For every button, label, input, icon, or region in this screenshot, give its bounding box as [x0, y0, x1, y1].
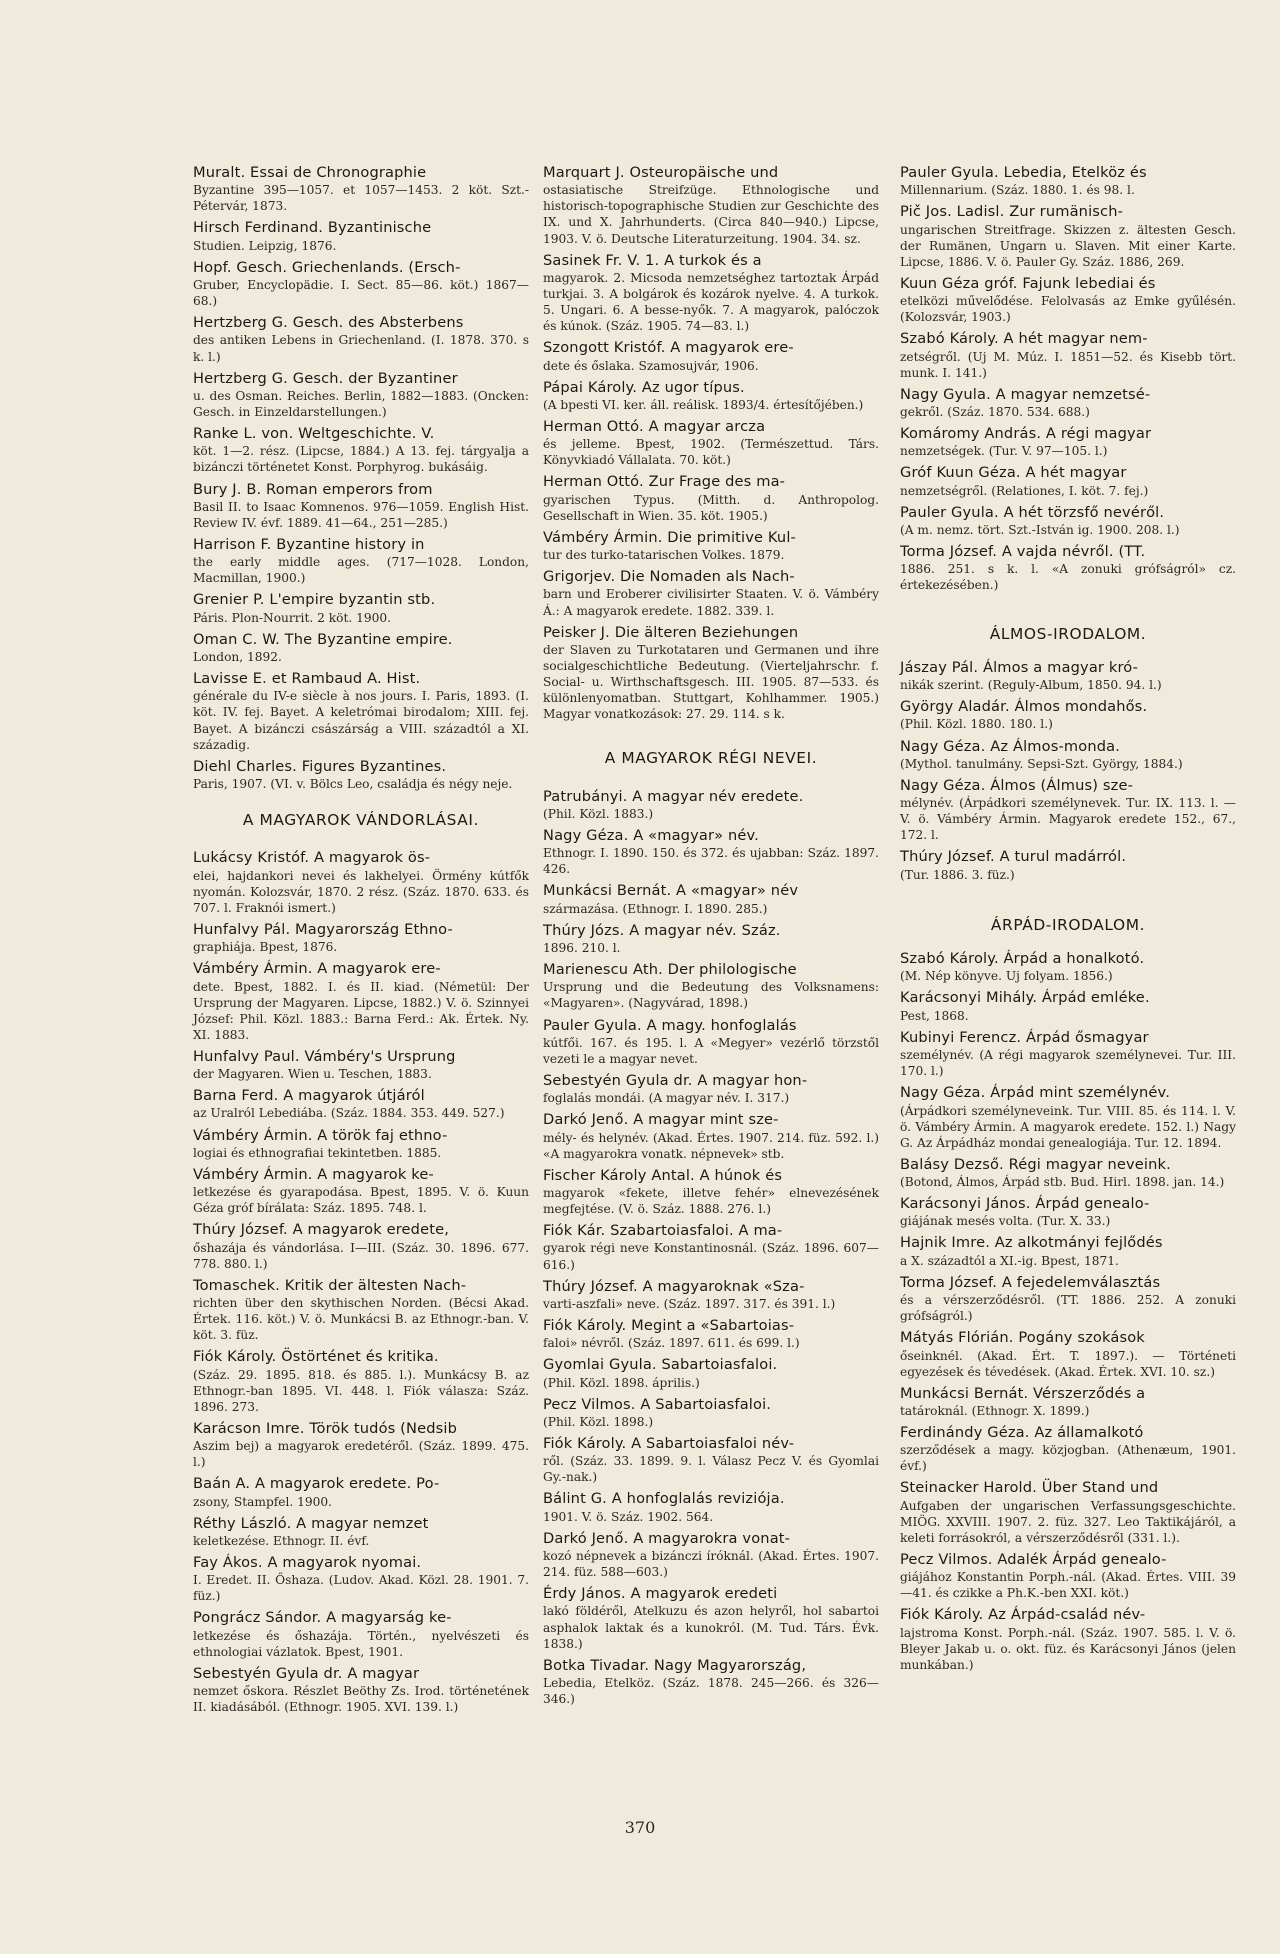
- entry-text: lajstroma Konst. Porph.-nál. (Száz. 1907. 585. l. V. ö. Bleyer Jakab u. o. okt. füz. és Karácsonyi János (jelen munkában.): [900, 1625, 1236, 1672]
- bibliography-entry: [543, 1656, 879, 1707]
- entry-heading: Szabó Károly. A hét magyar nem-: [900, 330, 1148, 348]
- bibliography-entry: [900, 274, 1236, 325]
- bibliography-entry: [900, 503, 1236, 538]
- bibliography-entry: [543, 251, 879, 335]
- bibliography-entry: [543, 417, 879, 468]
- entry-text: az Uralról Lebediába. (Száz. 1884. 353. 449. 527.): [193, 1106, 505, 1121]
- entry-text: származása. (Ethnogr. I. 1890. 285.): [543, 901, 768, 916]
- entry-text: the early middle ages. (717—1028. London, Macmillan, 1900.): [193, 555, 529, 586]
- entry-text: Pest, 1868.: [900, 1008, 969, 1023]
- entry-text: (Phil. Közl. 1883.): [543, 806, 654, 821]
- entry-text: elei, hajdankori nevei és lakhelyei. Örmény kútfők nyomán. Kolozsvár, 1870. 2 rész. (Száz. 1870. 633. és 707. l. Fraknói ismert.): [193, 868, 529, 915]
- bibliography-entry: [193, 1276, 529, 1344]
- entry-text: (Árpádkori személyneveink. Tur. VIII. 85. és 114. l. V. ö. Vámbéry Ármin. A magyarok eredete. 152. l.) Nagy G. Az Árpádház mondai genealogiája. Tur. 12. 1894.: [900, 1103, 1236, 1150]
- bibliography-entry: [543, 1584, 879, 1652]
- entry-text: der Magyaren. Wien u. Teschen, 1883.: [193, 1067, 432, 1082]
- bibliography-entry: [543, 1489, 879, 1524]
- column-2: [543, 163, 879, 1711]
- entry-heading: Kuun Géza gróf. Fajunk lebediai és: [900, 274, 1156, 292]
- bibliography-entry: [900, 1328, 1236, 1379]
- bibliography-entry: [900, 1194, 1236, 1229]
- entry-heading: Grigorjev. Die Nomaden als Nach-: [543, 568, 795, 586]
- entry-text: générale du IV-e siècle à nos jours. I. Paris, 1893. (I. köt. IV. fej. Bayet. A keletrómai birodalom; XIII. fej. Bayet. A bizánczi császárság a VIII. századtól a XI. századig.: [193, 689, 529, 752]
- bibliography-entry: [543, 567, 879, 618]
- bibliography-entry: [193, 480, 529, 531]
- entry-heading: Réthy László. A magyar nemzet: [193, 1514, 429, 1532]
- entry-heading: Fiók Károly. A Sabartoiasfaloi név-: [543, 1435, 795, 1453]
- entry-text: dete és őslaka. Szamosujvár, 1906.: [543, 358, 759, 373]
- bibliography-entry: [900, 542, 1236, 593]
- entry-text: Paris, 1907. (VI. v. Bölcs Leo, családja és négy neje.: [193, 776, 513, 791]
- entry-text: letkezése és őshazája. Történ., nyelvészeti és ethnologiai vázlatok. Bpest, 1901.: [193, 1628, 529, 1659]
- entry-text: kozó népnevek a bizánczi íróknál. (Akad. Értes. 1907. 214. füz. 588—603.): [543, 1549, 879, 1580]
- entry-text: (Phil. Közl. 1880. 180. l.): [900, 717, 1053, 732]
- bibliography-entry: [900, 949, 1236, 984]
- page-number: 370: [624, 1818, 656, 1837]
- bibliography-entry: [193, 1419, 529, 1470]
- bibliography-entry: [193, 959, 529, 1043]
- entry-heading: Nagy Géza. A «magyar» név.: [543, 826, 759, 844]
- bibliography-entry: [900, 658, 1236, 693]
- entry-heading: Hirsch Ferdinand. Byzantinische: [193, 219, 432, 237]
- entry-heading: Karácson Imre. Török tudós (Nedsib: [193, 1419, 458, 1437]
- entry-text: mélynév. (Árpádkori személynevek. Tur. IX. 113. l. — V. ö. Vámbéry Ármin. Magyarok eredete 152., 67., 172. l.: [900, 796, 1236, 843]
- entry-text: foglalás mondái. (A magyar név. I. 317.): [543, 1091, 790, 1106]
- entry-heading: Barna Ferd. A magyarok útjáról: [193, 1087, 425, 1105]
- entry-text: logiai és ethnografiai tekintetben. 1885.: [193, 1145, 442, 1160]
- entry-heading: Kubinyi Ferencz. Árpád ősmagyar: [900, 1028, 1149, 1046]
- entry-heading: Pauler Gyula. Lebedia, Etelköz és: [900, 164, 1147, 181]
- entry-text: giájának mesés volta. (Tur. X. 33.): [900, 1214, 1111, 1229]
- entry-heading: Torma József. A fejedelemválasztás: [900, 1273, 1161, 1291]
- bibliography-entry: [543, 528, 879, 563]
- entry-heading: Darkó Jenő. A magyar mint sze-: [543, 1111, 779, 1129]
- bibliography-entry: [900, 1273, 1236, 1324]
- entry-text: a X. századtól a XI.-ig. Bpest, 1871.: [900, 1253, 1119, 1268]
- entry-text: magyarok «fekete, illetve fehér» elnevezésének megfejtése. (V. ö. Száz. 1888. 276. l.): [543, 1186, 879, 1217]
- bibliography-entry: [900, 847, 1236, 882]
- bibliography-entry: [193, 1086, 529, 1121]
- entry-text: des antiken Lebens in Griechenland. (I. 1878. 370. s k. l.): [193, 333, 529, 364]
- entry-text: gekről. (Száz. 1870. 534. 688.): [900, 405, 1090, 419]
- bibliography-entry: [900, 1478, 1236, 1546]
- entry-text: (Mythol. tanulmány. Sepsi-Szt. György, 1884.): [900, 756, 1183, 771]
- entry-text: nemzet őskora. Részlet Beöthy Zs. Irod. történetének II. kiadásából. (Ethnogr. 1905. XVI. 139. l.): [193, 1684, 529, 1715]
- bibliography-entry: [543, 1221, 879, 1272]
- entry-heading: Oman C. W. The Byzantine empire.: [193, 630, 453, 648]
- entry-text: (A m. nemz. tört. Szt.-István ig. 1900. 208. l.): [900, 523, 1180, 538]
- entry-heading: Fay Ákos. A magyarok nyomai.: [193, 1553, 422, 1571]
- entry-text: 1901. V. ö. Száz. 1902. 564.: [543, 1509, 714, 1524]
- entry-heading: Grenier P. L'empire byzantin stb.: [193, 591, 436, 609]
- entry-heading: Lavisse E. et Rambaud A. Hist.: [193, 670, 421, 688]
- entry-heading: Bury J. B. Roman emperors from: [193, 480, 433, 498]
- entry-text: nikák szerint. (Reguly-Album, 1850. 94. l.): [900, 678, 1162, 693]
- entry-text: (Phil. Közl. 1898.): [543, 1414, 654, 1429]
- entry-heading: Bálint G. A honfoglalás reviziója.: [543, 1490, 785, 1508]
- entry-heading: Thúry József. A magyaroknak «Sza-: [543, 1277, 805, 1295]
- bibliography-entry: [543, 1434, 879, 1485]
- entry-text: richten über den skythischen Norden. (Bécsi Akad. Értek. 116. köt.) V. ö. Munkácsi B. az Ethnogr.-ban. V. köt. 3. füz.: [193, 1296, 529, 1343]
- entry-text: varti-aszfali» neve. (Száz. 1897. 317. és 391. l.): [543, 1296, 836, 1311]
- bibliography-entry: [193, 848, 529, 916]
- bibliography-entry: [900, 1028, 1236, 1079]
- entry-text: London, 1892.: [193, 650, 282, 664]
- entry-text: I. Eredet. II. Őshaza. (Ludov. Akad. Közl. 28. 1901. 7. füz.): [193, 1573, 529, 1604]
- bibliography-entry: [900, 1605, 1236, 1673]
- entry-text: személynév. (A régi magyarok személynevei. Tur. III. 170. l.): [900, 1048, 1236, 1079]
- section-heading: A MAGYAROK RÉGI NEVEI.: [604, 749, 818, 768]
- bibliography-entry: [543, 1277, 879, 1312]
- entry-heading: Lukácsy Kristóf. A magyarok ös-: [193, 849, 431, 867]
- bibliography-entry: [543, 163, 879, 247]
- entry-heading: Fiók Kár. Szabartoiasfaloi. A ma-: [543, 1222, 783, 1240]
- bibliography-entry: [193, 590, 529, 625]
- entry-text: tatároknál. (Ethnogr. X. 1899.): [900, 1403, 1090, 1418]
- entry-heading: Fiók Károly. Östörténet és kritika.: [193, 1348, 439, 1366]
- entry-text: zsony, Stampfel. 1900.: [193, 1494, 333, 1509]
- entry-text: 1886. 251. s k. l. «A zonuki grófságról» cz. értekezésében.): [900, 562, 1236, 593]
- entry-heading: Darkó Jenő. A magyarokra vonat-: [543, 1529, 791, 1547]
- entry-text: szerződések a magy. közjogban. (Athenæum, 1901. évf.): [900, 1443, 1236, 1474]
- entry-heading: Gyomlai Gyula. Sabartoiasfaloi.: [543, 1356, 778, 1374]
- entry-heading: Diehl Charles. Figures Byzantines.: [193, 757, 447, 775]
- bibliography-entry: [193, 669, 529, 753]
- bibliography-entry: [543, 338, 879, 373]
- bibliography-entry: [900, 776, 1236, 844]
- bibliography-entry: [900, 1083, 1236, 1151]
- entry-heading: Pecz Vilmos. A Sabartoiasfaloi.: [543, 1395, 772, 1413]
- entry-text: tur des turko-tatarischen Volkes. 1879.: [543, 548, 785, 563]
- bibliography-entry: [900, 463, 1236, 498]
- entry-text: faloi» névről. (Száz. 1897. 611. és 699. l.): [543, 1336, 800, 1351]
- bibliography-entry: [193, 920, 529, 955]
- bibliography-entry: [193, 1553, 529, 1604]
- entry-text: Ethnogr. I. 1890. 150. és 372. és ujabban: Száz. 1897. 426.: [543, 846, 879, 877]
- bibliography-entry: [543, 1071, 879, 1106]
- entry-heading: Muralt. Essai de Chronographie: [193, 164, 427, 181]
- bibliography-entry: [900, 1233, 1236, 1268]
- bibliography-entry: [193, 163, 529, 214]
- bibliography-entry: [543, 921, 879, 956]
- bibliography-entry: [193, 313, 529, 364]
- entry-heading: Hertzberg G. Gesch. des Absterbens: [193, 314, 464, 332]
- section-heading: ÁRPÁD-IRODALOM.: [990, 915, 1146, 934]
- entry-heading: Vámbéry Ármin. Die primitive Kul-: [543, 528, 796, 546]
- bibliography-entry: [193, 1474, 529, 1509]
- bibliography-entry: [543, 1166, 879, 1217]
- bibliography-entry: [543, 1316, 879, 1351]
- bibliography-entry: [900, 202, 1236, 270]
- entry-text: őseinknél. (Akad. Ért. T. 1897.). — Történeti egyezések és tévedések. (Akad. Értek. XVI. 10. sz.): [900, 1348, 1236, 1379]
- entry-text: Gruber, Encyclopädie. I. Sect. 85—86. köt.) 1867—68.): [193, 278, 529, 309]
- entry-heading: Ferdinándy Géza. Az államalkotó: [900, 1424, 1144, 1442]
- column-3: [900, 163, 1236, 1677]
- bibliography-entry: [193, 1220, 529, 1271]
- bibliography-entry: [543, 623, 879, 723]
- entry-heading: Szongott Kristóf. A magyarok ere-: [543, 339, 794, 357]
- entry-text: der Slaven zu Turkotataren und Germanen und ihre socialgeschichtliche Bedeutung. (Vierteljahrschr. f. Social- u. Wirthschaftsgesch. III. 1905. 87—533. és különlenyomatban. Stuttgart, Kohlhammer. 1905.) Magyar vonatkozások: 27. 29. 114. s k.: [543, 642, 879, 722]
- entry-text: köt. 1—2. rész. (Lipcse, 1884.) A 13. fej. tárgyalja a bizánczi történetet Konst. Porphyrog. bukásáig.: [193, 444, 529, 475]
- entry-heading: Torma József. A vajda névről. (TT.: [900, 543, 1146, 561]
- bibliography-entry: [543, 787, 879, 822]
- entry-text: giájához Konstantin Porph.-nál. (Akad. Értes. VIII. 39—41. és czikke a Ph.K.-ben XXI. köt.): [900, 1570, 1236, 1601]
- bibliography-entry: [900, 385, 1236, 420]
- entry-heading: Baán A. A magyarok eredete. Po-: [193, 1475, 440, 1493]
- entry-text: nemzetségről. (Relationes, I. köt. 7. fej.): [900, 483, 1149, 498]
- bibliography-entry: [193, 1664, 529, 1715]
- entry-heading: Fischer Károly Antal. A húnok és: [543, 1166, 783, 1184]
- entry-text: 1896. 210. l.: [543, 941, 621, 956]
- bibliography-entry: [543, 1355, 879, 1390]
- entry-heading: Vámbéry Ármin. A magyarok ke-: [193, 1165, 434, 1183]
- entry-heading: Nagy Géza. Az Álmos-monda.: [900, 737, 1121, 755]
- entry-text: (Phil. Közl. 1898. április.): [543, 1375, 700, 1390]
- bibliography-entry: [193, 630, 529, 665]
- entry-heading: Vámbéry Ármin. A magyarok ere-: [193, 960, 441, 978]
- entry-text: és jelleme. Bpest, 1902. (Természettud. Társ. Könyvkiadó Vállalata. 70. köt.): [543, 437, 879, 468]
- entry-heading: Pápai Károly. Az ugor típus.: [543, 378, 745, 396]
- section-heading: ÁLMOS-IRODALOM.: [989, 624, 1147, 643]
- bibliography-entry: [900, 737, 1236, 772]
- entry-heading: Hajnik Imre. Az alkotmányi fejlődés: [900, 1234, 1163, 1252]
- entry-text: Aszim bej) a magyarok eredetéről. (Száz. 1899. 475. l.): [193, 1439, 529, 1470]
- bibliography-entry: [193, 1347, 529, 1415]
- entry-heading: Karácsonyi János. Árpád genealo-: [900, 1195, 1150, 1213]
- entry-heading: Nagy Géza. Álmos (Álmus) sze-: [900, 776, 1133, 794]
- entry-heading: Herman Ottó. A magyar arcza: [543, 417, 766, 435]
- entry-text: u. des Osman. Reiches. Berlin, 1882—1883. (Oncken: Gesch. in Einzeldarstellungen.): [193, 388, 529, 419]
- entry-heading: Komáromy András. A régi magyar: [900, 425, 1152, 443]
- entry-text: (Botond, Álmos, Árpád stb. Bud. Hirl. 1898. jan. 14.): [900, 1175, 1225, 1190]
- entry-heading: Munkácsi Bernát. A «magyar» név: [543, 882, 799, 900]
- entry-text: zetségről. (Uj M. Múz. I. 1851—52. és Kisebb tört. munk. I. 141.): [900, 349, 1236, 380]
- bibliography-entry: [900, 988, 1236, 1023]
- entry-heading: Sebestyén Gyula dr. A magyar: [193, 1664, 420, 1682]
- entry-text: Ursprung und die Bedeutung des Volksnamens: «Magyaren». (Nagyvárad, 1898.): [543, 980, 879, 1011]
- entry-text: ungarischen Streitfrage. Skizzen z. ältesten Gesch. der Rumänen, Ungarn u. Slaven. Mit einer Karte. Lipcse, 1886. V. ö. Pauler Gy. Száz. 1886, 269.: [900, 222, 1236, 269]
- entry-heading: Hunfalvy Pál. Magyarország Ethno-: [193, 920, 453, 938]
- entry-text: kútfői. 167. és 195. l. A «Megyer» vezérlő törzstől vezeti le a magyar nevet.: [543, 1035, 879, 1066]
- entry-heading: Hopf. Gesch. Griechenlands. (Ersch-: [193, 258, 461, 276]
- entry-heading: Hertzberg G. Gesch. der Byzantiner: [193, 369, 458, 387]
- entry-text: Millennarium. (Száz. 1880. 1. és 98. l.: [900, 183, 1135, 198]
- bibliography-entry: [900, 1155, 1236, 1190]
- entry-heading: Harrison F. Byzantine history in: [193, 535, 425, 553]
- entry-text: Basil II. to Isaac Komnenos. 976—1059. English Hist. Review IV. évf. 1889. 41—64., 251—285.): [193, 499, 529, 530]
- bibliography-entry: [543, 826, 879, 877]
- bibliography-entry: [193, 424, 529, 475]
- entry-heading: Mátyás Flórián. Pogány szokások: [900, 1329, 1145, 1347]
- entry-text: (A bpesti VI. ker. áll. reálisk. 1893/4. értesítőjében.): [543, 397, 864, 412]
- bibliography-entry: [193, 535, 529, 586]
- bibliography-entry: [193, 1165, 529, 1216]
- entry-heading: Pauler Gyula. A hét törzsfő nevéről.: [900, 503, 1165, 521]
- entry-heading: Pecz Vilmos. Adalék Árpád genealo-: [900, 1551, 1167, 1568]
- entry-heading: Botka Tivadar. Nagy Magyarország,: [543, 1656, 807, 1674]
- entry-heading: Sebestyén Gyula dr. A magyar hon-: [543, 1071, 808, 1089]
- bibliography-entry: [543, 472, 879, 523]
- entry-heading: Vámbéry Ármin. A török faj ethno-: [193, 1126, 448, 1144]
- entry-heading: Munkácsi Bernát. Vérszerződés a: [900, 1384, 1146, 1402]
- entry-heading: Nagy Gyula. A magyar nemzetsé-: [900, 385, 1151, 403]
- entry-text: őshazája és vándorlása. I—III. (Száz. 30. 1896. 677. 778. 880. l.): [193, 1240, 529, 1271]
- bibliography-entry: [193, 218, 529, 253]
- bibliography-entry: [900, 697, 1236, 732]
- entry-heading: Jászay Pál. Álmos a magyar kró-: [900, 658, 1139, 676]
- entry-heading: Nagy Géza. Árpád mint személynév.: [900, 1084, 1170, 1102]
- entry-text: (Száz. 29. 1895. 818. és 885. l.). Munkácsy B. az Ethnogr.-ban 1895. VI. 448. l. Fiók válasza: Száz. 1896. 273.: [193, 1367, 529, 1414]
- entry-text: ről. (Száz. 33. 1899. 9. l. Válasz Pecz V. és Gyomlai Gy.-nak.): [543, 1454, 879, 1485]
- entry-text: graphiája. Bpest, 1876.: [193, 940, 338, 955]
- section-heading: A MAGYAROK VÁNDORLÁSAI.: [242, 811, 480, 830]
- entry-heading: Ranke L. von. Weltgeschichte. V.: [193, 425, 435, 443]
- entry-heading: Érdy János. A magyarok eredeti: [543, 1585, 778, 1603]
- entry-text: Lebedia, Etelköz. (Száz. 1878. 245—266. és 326—346.): [543, 1676, 879, 1707]
- entry-text: letkezése és gyarapodása. Bpest, 1895. V. ö. Kuun Géza gróf bírálata: Száz. 1895. 748. l.: [193, 1185, 529, 1216]
- entry-text: Aufgaben der ungarischen Verfassungsgeschichte. MIÖG. XXVIII. 1907. 2. füz. 327. Leo Taktikájáról, a keleti forrásokról, a vérszerződésről (331. l.).: [900, 1498, 1236, 1545]
- bibliography-entry: [193, 757, 529, 792]
- bibliography-entry: [543, 378, 879, 413]
- bibliography-entry: [900, 1384, 1236, 1419]
- entry-heading: Pič Jos. Ladisl. Zur rumänisch-: [900, 203, 1124, 221]
- entry-heading: Patrubányi. A magyar név eredete.: [543, 787, 804, 805]
- entry-text: gyarischen Typus. (Mitth. d. Anthropolog. Gesellschaft in Wien. 35. köt. 1905.): [543, 492, 879, 523]
- entry-heading: Sasinek Fr. V. 1. A turkok és a: [543, 251, 762, 269]
- bibliography-entry: [193, 369, 529, 420]
- entry-heading: Pauler Gyula. A magy. honfoglalás: [543, 1016, 797, 1034]
- entry-text: Studien. Leipzig, 1876.: [193, 238, 337, 253]
- entry-text: Páris. Plon-Nourrit. 2 köt. 1900.: [193, 610, 391, 625]
- entry-text: lakó földéről, Atelkuzu és azon helyről, hol sabartoi asphalok laktak és a kunokról. (M. Tud. Társ. Évk. 1838.): [543, 1604, 879, 1651]
- entry-text: etelközi művelődése. Felolvasás az Emke gyűlésén. (Kolozsvár, 1903.): [900, 294, 1236, 325]
- entry-text: (Tur. 1886. 3. füz.): [900, 867, 1015, 882]
- entry-heading: Thúry Józs. A magyar név. Száz.: [543, 921, 781, 939]
- entry-heading: Hunfalvy Paul. Vámbéry's Ursprung: [193, 1047, 456, 1065]
- bibliography-entry: [900, 424, 1236, 459]
- bibliography-entry: [900, 329, 1236, 380]
- bibliography-entry: [543, 960, 879, 1011]
- bibliography-entry: [193, 1514, 529, 1549]
- entry-text: barn und Eroberer civilisirter Staaten. V. ö. Vámbéry Á.: A magyarok eredete. 1882. 339. l.: [543, 587, 879, 618]
- bibliography-entry: [193, 1608, 529, 1659]
- entry-heading: Tomaschek. Kritik der ältesten Nach-: [193, 1276, 467, 1294]
- entry-text: nemzetségek. (Tur. V. 97—105. l.): [900, 444, 1108, 459]
- bibliography-entry: [543, 1529, 879, 1580]
- entry-heading: Gróf Kuun Géza. A hét magyar: [900, 464, 1127, 482]
- bibliography-entry: [193, 1126, 529, 1161]
- entry-heading: Herman Ottó. Zur Frage des ma-: [543, 473, 786, 491]
- entry-heading: Fiók Károly. Az Árpád-család név-: [900, 1606, 1146, 1624]
- entry-text: Byzantine 395—1057. et 1057—1453. 2 köt. Szt.-Pétervár, 1873.: [193, 183, 529, 214]
- bibliography-entry: [193, 1047, 529, 1082]
- entry-heading: Marquart J. Osteuropäische und: [543, 164, 779, 181]
- bibliography-entry: [543, 881, 879, 916]
- entry-heading: Marienescu Ath. Der philologische: [543, 961, 797, 979]
- entry-text: és a vérszerződésről. (TT. 1886. 252. A zonuki grófságról.): [900, 1293, 1236, 1324]
- entry-heading: Steinacker Harold. Über Stand und: [900, 1479, 1159, 1497]
- bibliography-entry: [543, 1016, 879, 1067]
- entry-heading: Pongrácz Sándor. A magyarság ke-: [193, 1609, 452, 1627]
- entry-heading: György Aladár. Álmos mondahős.: [900, 698, 1148, 716]
- bibliography-entry: [193, 258, 529, 309]
- entry-heading: Szabó Károly. Árpád a honalkotó.: [900, 950, 1145, 968]
- entry-text: keletkezése. Ethnogr. II. évf.: [193, 1533, 370, 1548]
- bibliography-entry: [900, 1423, 1236, 1474]
- entry-heading: Fiók Károly. Megint a «Sabartoias-: [543, 1316, 795, 1334]
- entry-text: mély- és helynév. (Akad. Értes. 1907. 214. füz. 592. l.) «A magyarokra vonatk. népnevek» stb.: [543, 1130, 879, 1161]
- entry-heading: Thúry József. A magyarok eredete,: [193, 1221, 450, 1239]
- entry-text: dete. Bpest, 1882. I. és II. kiad. (Németül: Der Ursprung der Magyaren. Lipcse, 1882.) V. ö. Szinnyei József: Phil. Közl. 1883.: Barna Ferd.: Ak. Értek. Ny. XI. 1883.: [193, 979, 529, 1042]
- bibliography-entry: [900, 163, 1236, 198]
- entry-heading: Balásy Dezső. Régi magyar neveink.: [900, 1155, 1171, 1173]
- column-1: [193, 163, 529, 1719]
- entry-text: (M. Nép könyve. Uj folyam. 1856.): [900, 969, 1113, 984]
- entry-heading: Thúry József. A turul madárról.: [900, 848, 1127, 866]
- entry-text: magyarok. 2. Micsoda nemzetséghez tartoztak Árpád turkjai. 3. A bolgárok és kozárok nyelve. 4. A turkok. 5. Ungari. 6. A besse-nyők. 7. A magyarok, palóczok és kúnok. (Száz. 1905. 74—83. l.): [543, 270, 879, 334]
- entry-heading: Peisker J. Die älteren Beziehungen: [543, 623, 799, 641]
- bibliography-entry: [543, 1110, 879, 1161]
- bibliography-entry: [543, 1395, 879, 1430]
- entry-heading: Karácsonyi Mihály. Árpád emléke.: [900, 989, 1150, 1007]
- entry-text: gyarok régi neve Konstantinosnál. (Száz. 1896. 607—616.): [543, 1241, 879, 1272]
- entry-text: ostasiatische Streifzüge. Ethnologische und historisch-topographische Studien zur Geschichte des IX. und X. Jahrhunderts. (Circa 840—940.) Lipcse, 1903. V. ö. Deutsche Literaturzeitung. 1904. 34. sz.: [543, 183, 879, 246]
- bibliography-entry: [900, 1550, 1236, 1601]
